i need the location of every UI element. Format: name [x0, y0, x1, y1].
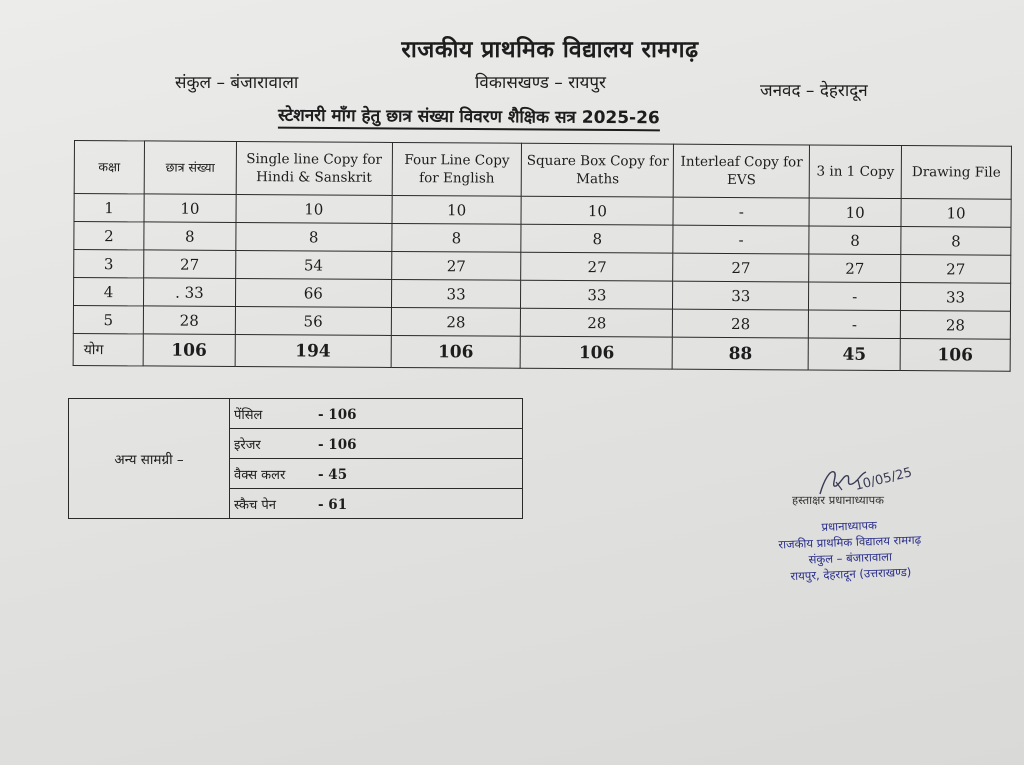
stamp-line: रायपुर, देहरादून (उत्तराखण्ड) — [790, 564, 912, 584]
document-subtitle: स्टेशनरी माँग हेतु छात्र संख्या विवरण शैक्षिक सत्र 2025-26 — [278, 103, 660, 132]
header-drawing-file: Drawing File — [901, 146, 1011, 200]
other-material-item — [230, 399, 523, 429]
table-cell: 56 — [235, 306, 391, 335]
total-cell: 106 — [521, 336, 673, 369]
table-cell: 10 — [809, 198, 901, 227]
other-materials-label: अन्य सामग्री – — [69, 399, 230, 519]
stamp-line: राजकीय प्राथमिक विद्यालय रामगढ़ — [778, 532, 922, 552]
other-material-row — [69, 399, 523, 429]
table-cell: 27 — [673, 253, 809, 282]
table-cell: 10 — [144, 194, 236, 223]
table-cell: 33 — [673, 281, 809, 310]
table-total-row — [73, 333, 1010, 371]
item-qty: - 45 — [318, 466, 348, 483]
signature-label: हस्ताक्षर प्रधानाध्यापक — [792, 493, 885, 507]
table-cell: 27 — [809, 254, 901, 283]
principal-stamp — [759, 515, 941, 585]
stationery-demand-table — [73, 140, 1012, 372]
other-material-item — [230, 489, 523, 519]
total-cell: 106 — [143, 334, 235, 367]
item-name: इरेजर — [234, 437, 261, 453]
table-cell: 10 — [521, 196, 673, 225]
janpad-info: जनवद – देहरादून — [760, 81, 868, 101]
header-single-line-copy: Single line Copy for Hindi & Sanskrit — [236, 141, 392, 195]
table-cell: 66 — [235, 278, 391, 307]
vikaskhand-info: विकासखण्ड – रायपुर — [475, 73, 607, 93]
stamp-line: संकुल – बंजारावाला — [808, 549, 893, 567]
table-cell: 8 — [236, 222, 392, 251]
table-cell: 28 — [391, 307, 521, 336]
table-cell: 8 — [144, 222, 236, 251]
table-cell: 27 — [521, 252, 673, 281]
table-cell: 3 — [74, 250, 144, 278]
other-material-item — [230, 459, 523, 489]
table-cell: 27 — [901, 255, 1011, 284]
item-name: पेंसिल — [234, 407, 263, 423]
school-title: राजकीय प्राथमिक विद्यालय रामगढ़ — [401, 37, 699, 63]
header-four-line-copy: Four Line Copy for English — [392, 142, 522, 196]
table-cell: 10 — [236, 194, 392, 223]
stamp-line: प्रधानाध्यापक — [821, 518, 878, 534]
header-class: कक्षा — [74, 141, 144, 194]
total-cell: 45 — [808, 338, 900, 371]
table-cell: 33 — [391, 279, 521, 308]
table-cell: 54 — [235, 250, 391, 279]
table-header-row — [74, 141, 1011, 200]
header-student-count: छात्र संख्या — [144, 141, 236, 195]
table-cell: 33 — [521, 280, 673, 309]
table-cell: - — [673, 225, 809, 254]
table-cell: 28 — [673, 309, 809, 338]
table-cell: 27 — [144, 250, 236, 279]
total-label: योग — [73, 333, 143, 365]
table-cell: 28 — [521, 308, 673, 337]
total-cell: 106 — [900, 339, 1010, 372]
table-cell: 8 — [521, 224, 673, 253]
other-materials-table — [68, 398, 523, 519]
item-qty: - 61 — [318, 496, 348, 513]
table-cell: 8 — [901, 227, 1011, 256]
table-cell: 28 — [143, 306, 235, 335]
table-cell: 27 — [391, 251, 521, 280]
total-cell: 106 — [391, 335, 521, 368]
table-cell: 8 — [809, 226, 901, 255]
table-cell: - — [673, 197, 809, 226]
sankul-info: संकुल – बंजारावाला — [175, 73, 299, 93]
table-cell: 5 — [73, 305, 143, 333]
total-cell: 88 — [672, 337, 808, 370]
table-cell: 33 — [901, 283, 1011, 312]
header-square-box-copy: Square Box Copy for Maths — [522, 143, 674, 197]
table-cell: 2 — [74, 222, 144, 250]
header-3in1-copy: 3 in 1 Copy — [809, 145, 901, 199]
table-cell: 10 — [901, 199, 1011, 228]
total-cell: 194 — [235, 334, 391, 367]
svg-text:10/05/25: 10/05/25 — [853, 465, 914, 494]
item-qty: - 106 — [318, 436, 357, 453]
table-cell: . 33 — [143, 278, 235, 307]
item-qty: - 106 — [318, 406, 357, 423]
table-cell: 8 — [391, 223, 521, 252]
table-cell: 10 — [392, 195, 522, 224]
table-cell: 4 — [73, 278, 143, 306]
table-cell: 1 — [74, 194, 144, 222]
table-cell: - — [808, 310, 900, 339]
table-cell: - — [809, 282, 901, 311]
header-interleaf-copy: Interleaf Copy for EVS — [673, 144, 809, 198]
item-name: स्कैच पेन — [234, 497, 277, 513]
other-material-item — [230, 429, 523, 459]
table-cell: 28 — [900, 311, 1010, 340]
item-name: वैक्स कलर — [234, 467, 286, 483]
